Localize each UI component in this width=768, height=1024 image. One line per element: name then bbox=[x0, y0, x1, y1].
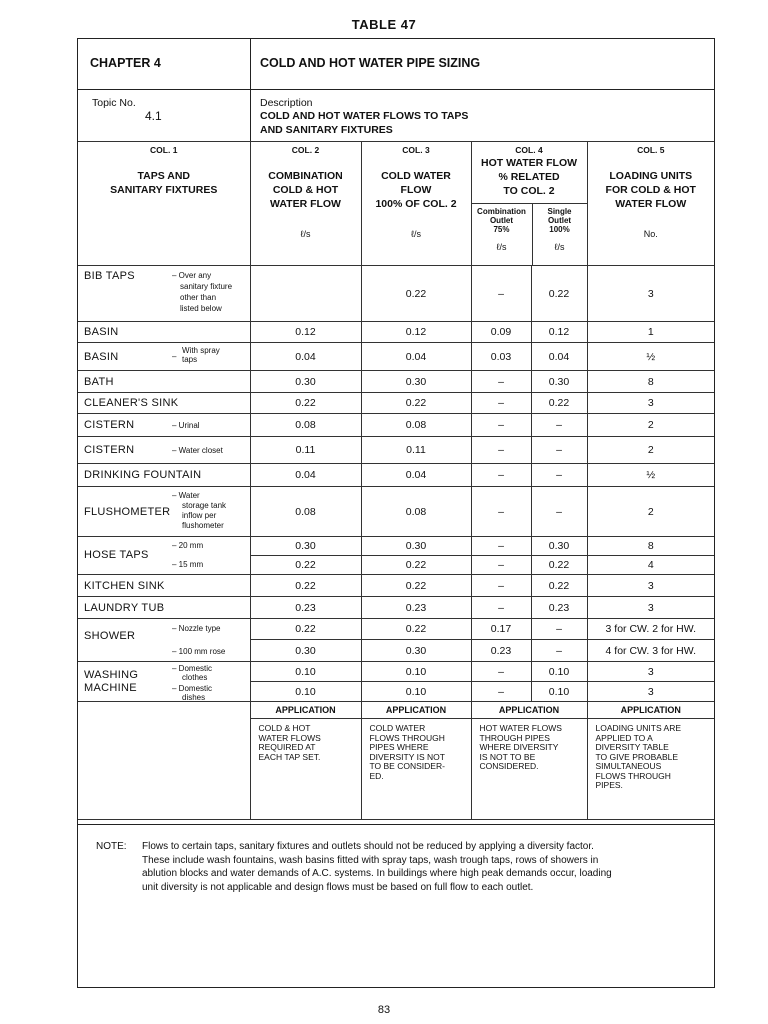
table-row: 0.22 0.22 – 0.22 4 bbox=[78, 556, 714, 575]
table-title: TABLE 47 bbox=[351, 17, 417, 32]
table-row: CISTERN – Urinal 0.08 0.08 – – 2 bbox=[78, 414, 714, 437]
section-heading: COLD AND HOT WATER PIPE SIZING bbox=[260, 56, 481, 70]
note-section: NOTE: Flows to certain taps, sanitary fixtures and outlets should not be reduced by applying a diversity factor. These include wash fountains, wash basins fitted with spray taps, wash trough taps, rows of showers in ablution blocks and water demands of A.C. systems. In buildings where high peak demands occur, loading unit diversity is not applicable and design flows must be based on full flow to each outlet. bbox=[78, 824, 714, 990]
description-line-1: COLD AND HOT WATER FLOWS TO TAPS bbox=[260, 110, 469, 122]
table-frame bbox=[77, 38, 715, 988]
table-row: 0.10 0.10 – 0.10 3 bbox=[78, 682, 714, 702]
table-row: CLEANER'S SINK 0.22 0.22 – 0.22 3 bbox=[78, 393, 714, 414]
topic-header bbox=[78, 89, 714, 142]
col-4-header: COL. 4 HOT WATER FLOW % RELATED TO COL. 2 Combination Outlet 75% ℓ/s Single Outlet 100% ℓ/s bbox=[471, 142, 587, 266]
table-row: LAUNDRY TUB 0.23 0.23 – 0.23 3 bbox=[78, 597, 714, 619]
column-header-row bbox=[78, 142, 714, 266]
col-3-header: COL. 3 COLD WATER FLOW 100% OF COL. 2 ℓ/s bbox=[361, 142, 471, 266]
table-row: CISTERN – Water closet 0.11 0.11 – – 2 bbox=[78, 437, 714, 464]
table-row: BATH 0.30 0.30 – 0.30 8 bbox=[78, 371, 714, 393]
chapter-header bbox=[78, 39, 714, 90]
application-col-2: COLD & HOT WATER FLOWS REQUIRED AT EACH TAP SET. bbox=[250, 719, 361, 820]
table-row: 0.30 0.30 0.23 – 4 for CW. 3 for HW. bbox=[78, 640, 714, 662]
table-row: SHOWER – Nozzle type – 100 mm rose 0.22 0.22 0.17 – 3 for CW. 2 for HW. bbox=[78, 619, 714, 640]
description-line-2: AND SANITARY FIXTURES bbox=[260, 124, 393, 136]
note-label: NOTE: bbox=[96, 841, 127, 852]
fixture-cell: BIB TAPS – Over any sanitary fixture other than listed below bbox=[78, 266, 250, 322]
table-row: DRINKING FOUNTAIN 0.04 0.04 – – ½ bbox=[78, 464, 714, 487]
col-2-header: COL. 2 COMBINATION COLD & HOT WATER FLOW ℓ/s bbox=[250, 142, 361, 266]
topic-number: 4.1 bbox=[145, 109, 162, 123]
table-row: FLUSHOMETER – Water storage tank inflow per flushometer 0.08 0.08 – – 2 bbox=[78, 487, 714, 537]
application-header-row: APPLICATION APPLICATION APPLICATION APPLICATION bbox=[78, 702, 714, 719]
chapter-label: CHAPTER 4 bbox=[90, 56, 161, 70]
col-5-header: COL. 5 LOADING UNITS FOR COLD & HOT WATER FLOW No. bbox=[587, 142, 714, 266]
table-row: BASIN – With spray taps 0.04 0.04 0.03 0.04 ½ bbox=[78, 343, 714, 371]
col-4a-subheader: Combination Outlet 75% ℓ/s bbox=[472, 204, 533, 265]
table-row: WASHING MACHINE – Domestic clothes – Domestic dishes 0.10 0.10 – 0.10 3 bbox=[78, 662, 714, 682]
topic-label: Topic No. bbox=[92, 97, 136, 109]
table-row: KITCHEN SINK 0.22 0.22 – 0.22 3 bbox=[78, 575, 714, 597]
table-row: BIB TAPS – Over any sanitary fixture other than listed below 0.22 – 0.22 3 bbox=[78, 266, 714, 322]
col-1-header: COL. 1 TAPS AND SANITARY FIXTURES bbox=[78, 142, 250, 266]
page-number: 83 bbox=[377, 1004, 391, 1016]
table-row: HOSE TAPS – 20 mm – 15 mm 0.30 0.30 – 0.30 8 bbox=[78, 537, 714, 556]
pipe-sizing-table bbox=[78, 141, 714, 820]
table-row: BASIN 0.12 0.12 0.09 0.12 1 bbox=[78, 322, 714, 343]
col-4b-subheader: Single Outlet 100% ℓ/s bbox=[547, 207, 572, 252]
application-col-3: COLD WATER FLOWS THROUGH PIPES WHERE DIVERSITY IS NOT TO BE CONSIDER- ED. bbox=[361, 719, 471, 820]
description-label: Description bbox=[260, 97, 313, 109]
application-col-4: HOT WATER FLOWS THROUGH PIPES WHERE DIVERSITY IS NOT TO BE CONSIDERED. bbox=[471, 719, 587, 820]
application-col-5: LOADING UNITS ARE APPLIED TO A DIVERSITY TABLE TO GIVE PROBABLE SIMULTANEOUS FLOWS THROUGH PIPES. bbox=[587, 719, 714, 820]
